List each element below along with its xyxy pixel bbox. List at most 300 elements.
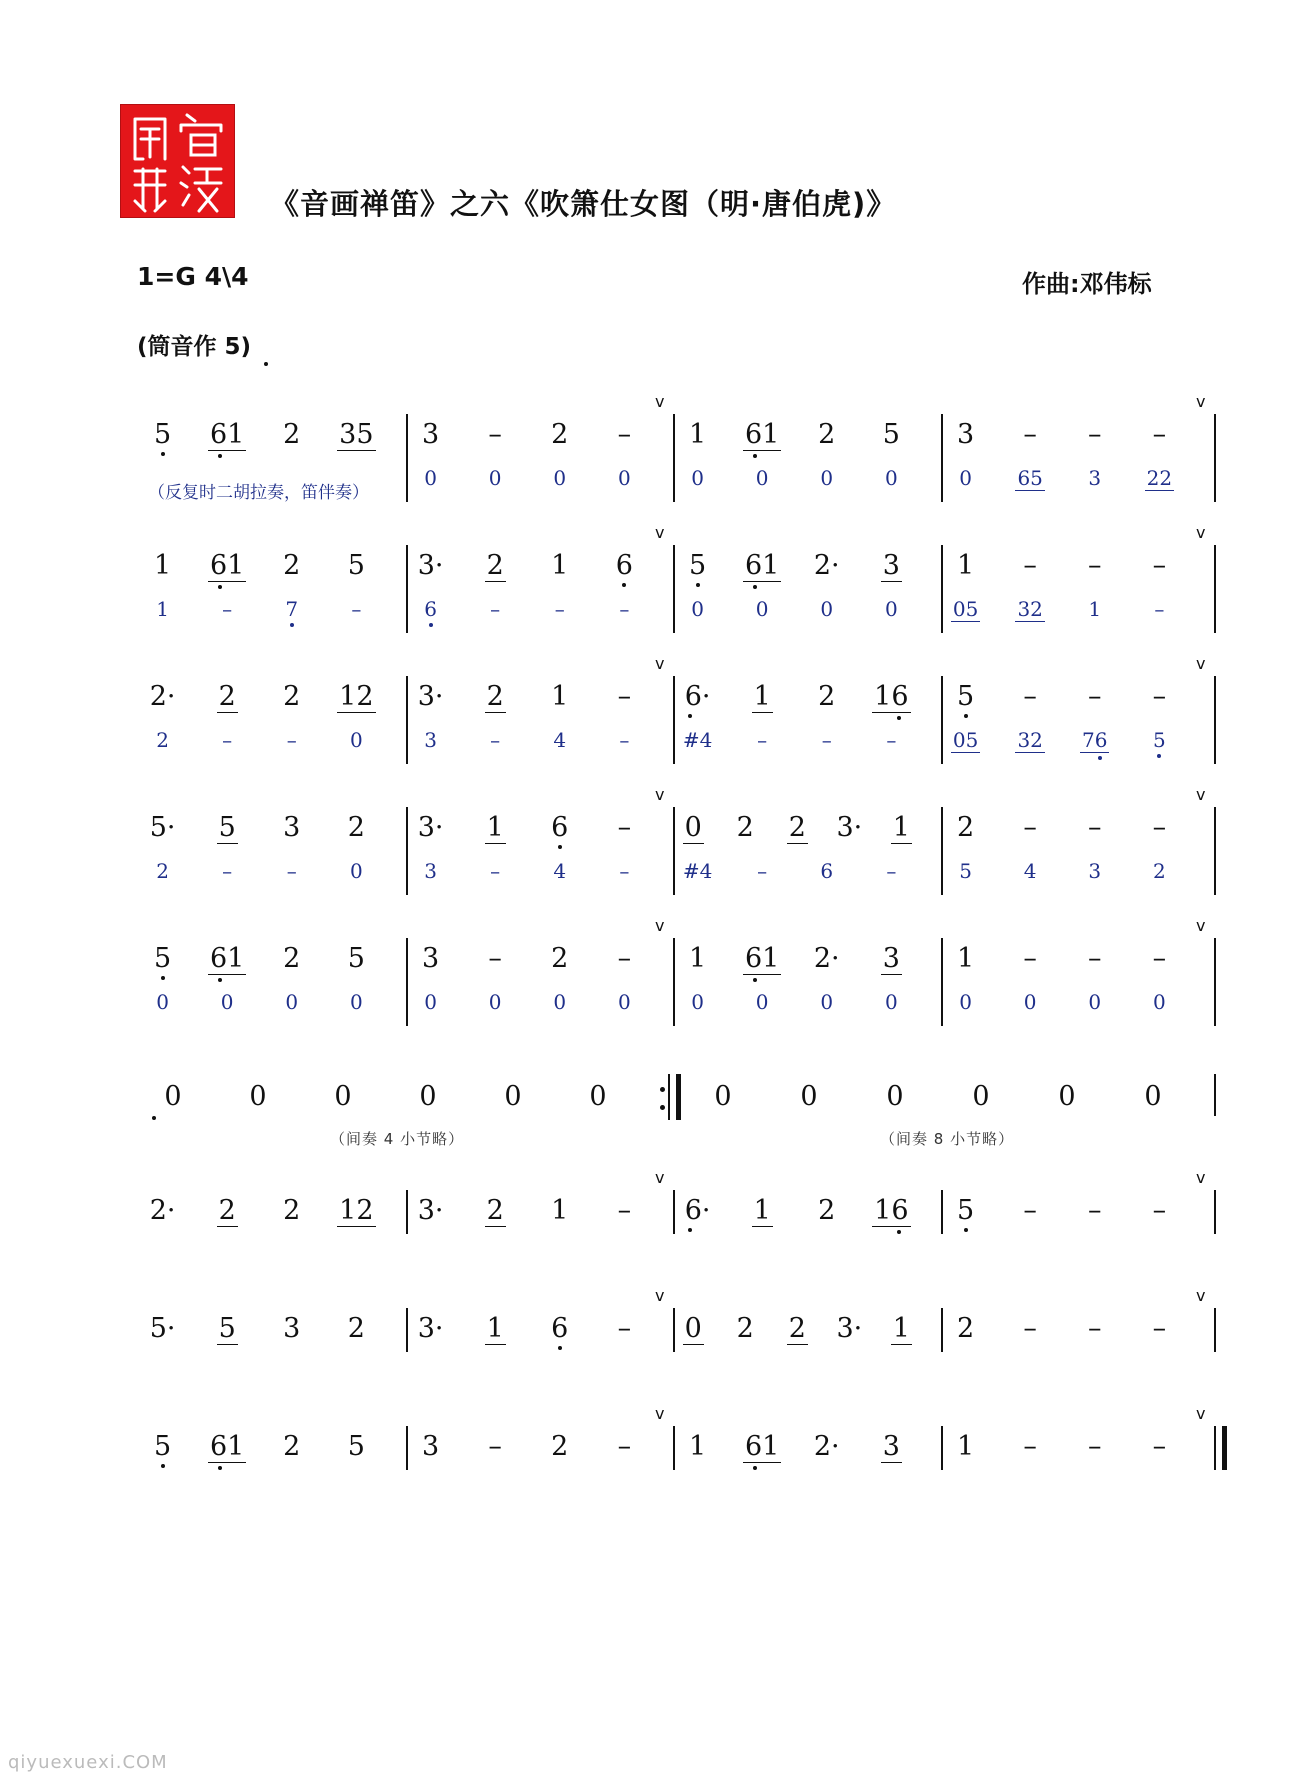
breath-mark: v [1196,523,1206,542]
melody-note [465,551,525,581]
accomp-note [594,859,654,883]
breath-mark: v [655,523,665,542]
melody-note [197,420,257,450]
accomp-note [1129,990,1189,1014]
note-glyph: 0 [349,859,363,883]
note-glyph: – [490,728,501,752]
accomp-note [465,859,525,883]
note-glyph: 61 [209,1431,245,1462]
melody-note [326,813,386,843]
note-glyph: 1 [551,1195,569,1226]
note-glyph: 6· [684,1195,711,1226]
note-glyph: 6· [684,681,711,712]
note-glyph: – [617,681,632,712]
accomp-note [797,990,857,1014]
melody-note [715,813,775,843]
low-octave-dot [622,583,626,587]
note-glyph: 3 [422,943,440,974]
accomp-note [668,859,728,883]
bar-line [1214,545,1216,633]
note-glyph: 5 [689,550,707,581]
melody-note [465,944,525,974]
accomp-note [1065,466,1125,490]
interlude-rest: 0 [164,1081,182,1112]
note-glyph: – [554,597,565,621]
melody-note [797,944,857,974]
note-glyph: 3 [882,943,900,974]
accomp-note [197,859,257,883]
note-glyph: – [1088,1431,1102,1462]
melody-note [1129,813,1189,843]
note-glyph: 1 [1088,597,1102,621]
note-glyph: 3· [417,550,444,581]
bar-line [1214,1308,1216,1352]
accomp-note [1000,466,1060,490]
melody-note [133,1432,193,1462]
accomp-note [465,597,525,621]
accomp-note [936,728,996,752]
note-glyph: 1 [156,597,169,621]
note-glyph: – [886,728,897,752]
note-glyph: 0 [755,466,769,490]
melody-note [936,420,996,450]
bar-line [673,676,675,764]
bar-line [406,414,408,502]
note-glyph: 0 [684,812,702,843]
note-glyph: 2· [149,681,176,712]
note-glyph: – [351,597,362,621]
melody-note [197,944,257,974]
breath-mark: v [655,654,665,673]
low-octave-dot [688,714,692,718]
note-glyph: 2· [813,550,840,581]
watermark: qiyuexuexi.COM [8,1752,168,1773]
bar-line [406,938,408,1026]
accomp-note [797,466,857,490]
note-glyph: 0 [755,597,769,621]
note-glyph: 2 [283,550,301,581]
accomp-note [861,990,921,1014]
note-glyph: 65 [1017,466,1043,490]
note-glyph: 5· [149,812,176,843]
melody-note [1129,682,1189,712]
low-octave-dot [688,1228,692,1232]
note-glyph: 0 [220,990,234,1014]
low-octave-dot [897,716,901,720]
note-glyph: – [1088,550,1102,581]
melody-note [262,1196,322,1226]
note-glyph: – [1023,812,1037,843]
melody-note [1065,551,1125,581]
melody-note [871,813,931,843]
breath-mark: v [1196,785,1206,804]
note-glyph: 0 [488,466,502,490]
accomp-note [465,990,525,1014]
melody-note [133,420,193,450]
note-glyph: 0 [1023,990,1037,1014]
note-glyph: – [488,1431,502,1462]
melody-note [1000,944,1060,974]
repeat-annotation: （反复时二胡拉奏，笛伴奏） [148,483,369,503]
accomp-note [133,597,193,621]
accomp-note [326,728,386,752]
low-octave-dot [753,1466,757,1470]
accomp-note [401,990,461,1014]
accomp-note [668,466,728,490]
melody-note [936,1314,996,1344]
accomp-note [1129,597,1189,621]
note-glyph: – [222,597,233,621]
note-glyph: 2 [957,812,975,843]
note-glyph: – [1023,681,1037,712]
bar-line [1214,807,1216,895]
low-octave-dot [218,1466,222,1470]
accomp-note [732,466,792,490]
breath-mark: v [1196,1168,1206,1187]
melody-note [326,1432,386,1462]
interlude-rest: 0 [589,1081,607,1112]
note-glyph: 1 [892,1313,910,1344]
accomp-note [732,597,792,621]
low-octave-dot [753,585,757,589]
accomp-note [1000,990,1060,1014]
melody-note [668,682,728,712]
note-glyph: 0 [820,466,834,490]
bar-line [673,545,675,633]
note-glyph: 61 [209,419,245,450]
note-glyph: 1 [486,1313,504,1344]
melody-note [530,420,590,450]
melody-note [530,551,590,581]
note-glyph: 05 [952,597,979,621]
note-glyph: – [1023,550,1037,581]
bar-line [1214,938,1216,1026]
melody-note [594,551,654,581]
note-glyph: 12 [339,1195,374,1226]
accomp-note [732,859,792,883]
note-glyph: 5 [347,1431,365,1462]
melody-note [262,420,322,450]
melody-note [1000,1196,1060,1226]
bar-line [673,1190,675,1234]
note-glyph: 2 [486,1195,504,1226]
melody-note [936,1196,996,1226]
note-glyph: 2 [551,419,569,450]
accomp-note [530,597,590,621]
melody-note [1129,944,1189,974]
note-glyph: – [1152,1431,1167,1462]
melody-note [465,1314,525,1344]
note-glyph: 2 [818,1195,836,1226]
melody-note [262,551,322,581]
note-glyph: 3 [957,419,975,450]
note-glyph: – [1023,943,1037,974]
melody-note [797,420,857,450]
melody-note [871,1314,931,1344]
melody-note [1000,813,1060,843]
breath-mark: v [1196,654,1206,673]
note-glyph: – [617,1431,632,1462]
melody-note [732,1432,792,1462]
low-octave-dot [161,1464,165,1468]
melody-note [861,551,921,581]
note-glyph: 0 [617,990,631,1014]
melody-note [262,1432,322,1462]
note-glyph: 2 [788,1313,806,1344]
melody-note [936,682,996,712]
note-glyph: – [757,728,768,752]
note-glyph: 3 [882,550,900,581]
accomp-note [262,597,322,621]
note-glyph: 3 [1088,466,1102,490]
note-glyph: 0 [349,990,363,1014]
accomp-note [1129,466,1189,490]
melody-note [594,1196,654,1226]
note-glyph: 5 [957,681,975,712]
interlude-rest: 0 [800,1081,818,1112]
note-glyph: – [1152,1195,1167,1226]
breath-mark: v [1196,392,1206,411]
melody-note [133,1314,193,1344]
melody-note [797,682,857,712]
accomp-note [401,728,461,752]
melody-note [861,1432,921,1462]
melody-note [1000,1432,1060,1462]
note-glyph: 0 [959,466,972,490]
note-glyph: – [286,859,297,883]
interlude-rest: 0 [1144,1081,1162,1112]
bar-line [941,1426,943,1470]
note-glyph: 3 [422,1431,440,1462]
note-glyph: 0 [156,990,169,1014]
note-glyph: 3 [1088,859,1102,883]
interlude-rest: 0 [504,1081,522,1112]
note-glyph: 0 [488,990,502,1014]
note-glyph: – [488,419,502,450]
accomp-note [197,597,257,621]
note-glyph: – [619,728,630,752]
note-glyph: – [1023,1313,1037,1344]
note-glyph: 3 [424,728,437,752]
note-glyph: 2 [551,943,569,974]
note-glyph: 6 [424,597,437,621]
accomp-note [936,597,996,621]
note-glyph: 4 [553,859,567,883]
melody-note [1065,1196,1125,1226]
note-glyph: – [1088,943,1102,974]
note-glyph: 2 [736,1313,754,1344]
note-glyph: 5 [959,859,972,883]
breath-mark: v [655,1286,665,1305]
note-glyph: 1 [753,1195,771,1226]
accomp-note [401,466,461,490]
note-glyph: 2 [818,681,836,712]
melody-note [797,1196,857,1226]
melody-note [326,682,386,712]
note-glyph: 3· [836,812,863,843]
note-glyph: 2· [149,1195,176,1226]
note-glyph: 5 [1152,728,1166,752]
note-glyph: 2 [283,419,301,450]
note-glyph: – [1088,1313,1102,1344]
bar-line [941,414,943,502]
melody-note [262,813,322,843]
note-glyph: 3 [424,859,437,883]
melody-note [465,1196,525,1226]
note-glyph: #4 [682,859,713,883]
note-glyph: – [619,597,630,621]
melody-note [861,944,921,974]
breath-mark: v [1196,1286,1206,1305]
score-title: 《音画禅笛》之六《吹箫仕女图（明·唐伯虎)》 [270,187,897,221]
repeat-end-bar [668,1074,681,1120]
accomp-note [936,466,996,490]
note-glyph: 0 [820,597,834,621]
melody-note [668,1432,728,1462]
note-glyph: 0 [553,990,567,1014]
low-octave-dot [218,585,222,589]
melody-note [1065,682,1125,712]
repeat-dot [660,1105,665,1110]
note-glyph: – [1152,943,1167,974]
bar-line [1214,414,1216,502]
note-glyph: 2 [347,1313,365,1344]
accomp-note [401,597,461,621]
note-glyph: 5 [218,1313,236,1344]
note-glyph: 35 [339,419,374,450]
tuning-note: (筒音作 5) [137,334,252,360]
low-octave-dot [696,583,700,587]
melody-note [594,1314,654,1344]
note-glyph: 2 [551,1431,569,1462]
note-glyph: 2 [283,1195,301,1226]
melody-note [1129,420,1189,450]
melody-note [1000,420,1060,450]
melody-note [530,1314,590,1344]
melody-note [1129,1196,1189,1226]
melody-note [133,1196,193,1226]
note-glyph: 2 [156,859,169,883]
low-octave-dot [753,978,757,982]
accomp-note [594,466,654,490]
note-glyph: 2· [813,1431,840,1462]
note-glyph: 5 [347,550,365,581]
melody-note [401,1196,461,1226]
accomp-note [797,728,857,752]
accomp-note [465,728,525,752]
interlude-rest: 0 [886,1081,904,1112]
note-glyph: – [757,859,768,883]
melody-note [1065,813,1125,843]
breath-mark: v [655,1168,665,1187]
accomp-note [262,990,322,1014]
accomp-note [1000,728,1060,752]
accomp-note [326,859,386,883]
bar-line [406,1190,408,1234]
melody-note [861,682,921,712]
note-glyph: #4 [682,728,713,752]
accomp-note [326,597,386,621]
low-octave-dot [218,454,222,458]
melody-note [594,420,654,450]
note-glyph: 3· [417,681,444,712]
note-glyph: 0 [691,466,704,490]
melody-note [326,420,386,450]
breath-mark: v [1196,1404,1206,1423]
composer-credit: 作曲:邓伟标 [1022,270,1152,298]
low-octave-dot [558,845,562,849]
key-signature: 1=G 4\4 [137,262,249,291]
melody-note [797,551,857,581]
bar-line [941,1190,943,1234]
note-glyph: 22 [1146,466,1173,490]
note-glyph: 3· [417,812,444,843]
low-octave-dot [218,978,222,982]
melody-note [326,551,386,581]
note-glyph: 6 [820,859,834,883]
note-glyph: – [1088,1195,1102,1226]
melody-note [668,944,728,974]
accomp-note [262,859,322,883]
note-glyph: 3 [882,1431,900,1462]
melody-note [465,420,525,450]
melody-note [1000,682,1060,712]
melody-note [668,551,728,581]
note-glyph: 1 [957,550,975,581]
interlude-annotation-4: （间奏 4 小节略） [330,1130,465,1148]
melody-note [197,1314,257,1344]
note-glyph: 5 [154,419,172,450]
note-glyph: 1 [689,943,707,974]
note-glyph: – [1152,1313,1167,1344]
note-glyph: 2· [813,943,840,974]
melody-note [861,1196,921,1226]
accomp-note [936,990,996,1014]
note-glyph: 4 [1023,859,1037,883]
melody-note [530,813,590,843]
note-glyph: 12 [339,681,374,712]
melody-note [530,1432,590,1462]
note-glyph: 32 [1017,728,1043,752]
bar-line [406,1426,408,1470]
note-glyph: – [490,859,501,883]
accomp-note [530,859,590,883]
note-glyph: 2 [283,681,301,712]
note-glyph: 61 [209,943,245,974]
note-glyph: – [286,728,297,752]
interlude-annotation-8: （间奏 8 小节略） [880,1130,1015,1148]
accomp-note [732,728,792,752]
bar-line [1214,1074,1216,1116]
note-glyph: 6 [615,550,633,581]
melody-note [401,420,461,450]
note-glyph: – [1088,681,1102,712]
melody-note [1065,1432,1125,1462]
note-glyph: 0 [959,990,972,1014]
accomp-note [668,728,728,752]
melody-note [1129,1432,1189,1462]
low-octave-dot [558,1346,562,1350]
accomp-note [797,597,857,621]
bar-line [673,938,675,1026]
accomp-note [1000,597,1060,621]
interlude-rest: 0 [1058,1081,1076,1112]
accomp-note [936,859,996,883]
low-octave-dot [161,976,165,980]
note-glyph: 5 [347,943,365,974]
note-glyph: 5 [218,812,236,843]
interlude-rest: 0 [334,1081,352,1112]
